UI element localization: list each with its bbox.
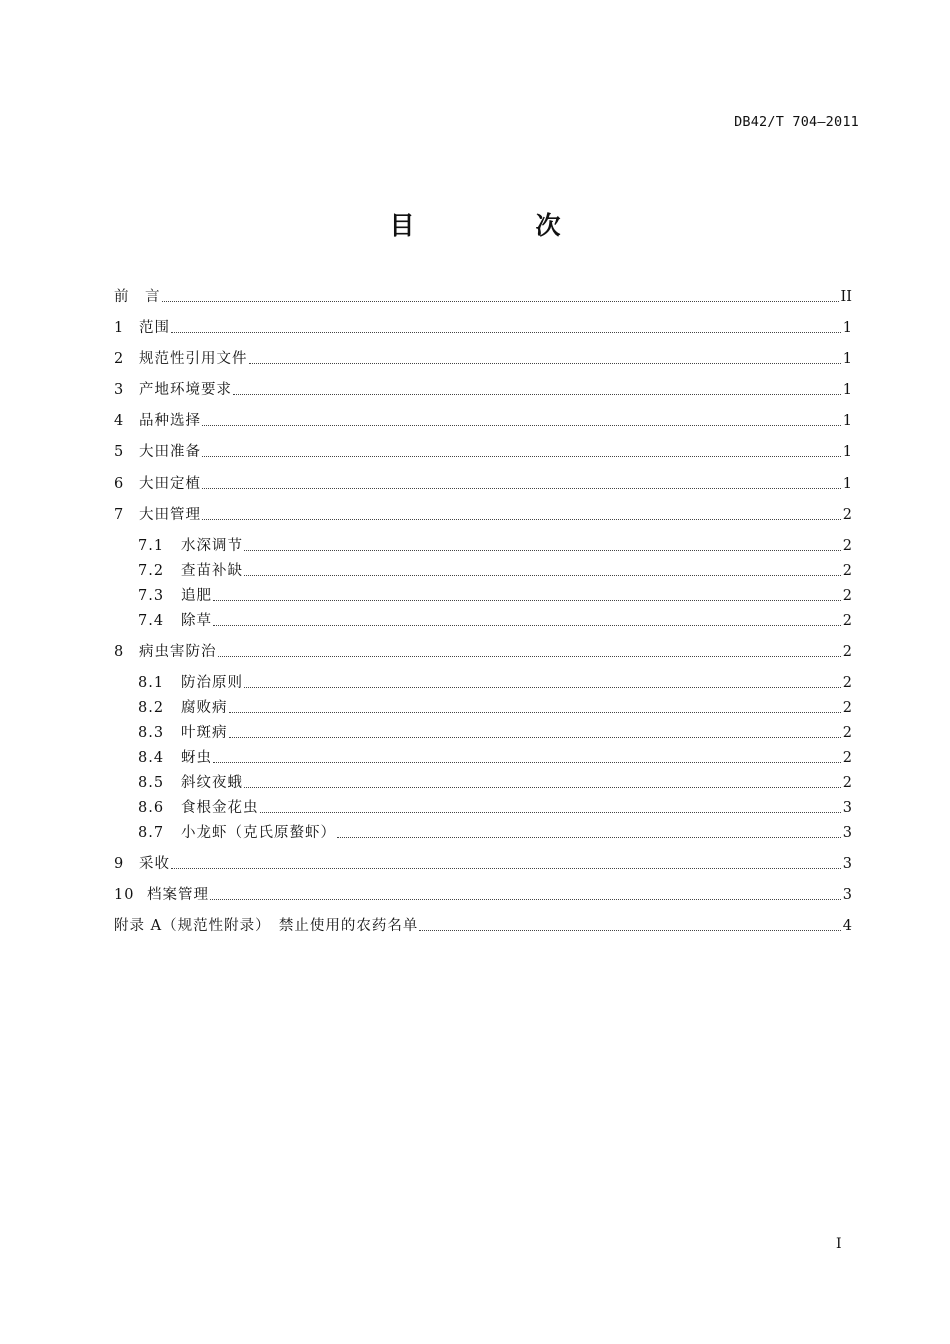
toc-entry-page: 2: [842, 588, 852, 604]
toc-entry[interactable]: [114, 673, 852, 693]
dot-leader: [202, 442, 841, 457]
toc-entry-page: 2: [842, 613, 852, 629]
toc-entry-label: 前 言: [114, 289, 161, 305]
toc-entry-page: 2: [842, 538, 852, 554]
toc-entry-page: 3: [842, 856, 852, 872]
dot-leader: [229, 723, 841, 738]
toc-entry-label: 腐败病: [181, 700, 228, 716]
dot-leader: [171, 854, 841, 869]
toc-entry-label: 档案管理: [147, 887, 209, 903]
toc-entry-page: 4: [842, 918, 852, 934]
toc-entry-label: 追肥: [181, 588, 212, 604]
toc-entry-label: 食根金花虫: [181, 800, 259, 816]
toc-entry-page: 1: [842, 476, 852, 492]
toc-entry-number: 7.3: [138, 588, 165, 604]
toc-entry-number: 8.1: [138, 675, 165, 691]
toc-entry-number: 8.3: [138, 725, 165, 741]
toc-entry[interactable]: [114, 798, 852, 818]
toc-entry-label: 附录 A（规范性附录） 禁止使用的农药名单: [114, 918, 419, 934]
toc-entry-label: 规范性引用文件: [139, 351, 248, 367]
toc-entry-label: 查苗补缺: [181, 563, 243, 579]
toc-entry-number: 8: [114, 644, 125, 660]
toc-entry[interactable]: [114, 474, 852, 494]
toc-entry-page: 2: [842, 563, 852, 579]
toc-entry[interactable]: [114, 442, 852, 462]
toc-entry-label: 小龙虾（克氏原螯虾）: [181, 825, 336, 841]
dot-leader: [244, 773, 841, 788]
toc-entry-label: 大田准备: [139, 444, 201, 460]
dot-leader: [218, 642, 841, 657]
toc-entry-page: 1: [842, 382, 852, 398]
page-title: 目 次: [389, 211, 609, 240]
toc-entry-label: 品种选择: [139, 413, 201, 429]
toc-entry[interactable]: [114, 505, 852, 525]
toc-entry-page: 2: [842, 725, 852, 741]
toc-entry-number: 8.7: [138, 825, 165, 841]
toc-entry-number: 8.5: [138, 775, 165, 791]
page-number: I: [836, 1236, 842, 1252]
toc-entry-label: 范围: [139, 320, 170, 336]
toc-entry[interactable]: [114, 823, 852, 843]
dot-leader: [244, 536, 841, 551]
toc-entry-label: 产地环境要求: [139, 382, 232, 398]
toc-entry[interactable]: [114, 536, 852, 556]
toc-entry-label: 病虫害防治: [139, 644, 217, 660]
toc-entry-page: 2: [842, 644, 852, 660]
toc-entry-page: 3: [842, 800, 852, 816]
toc-entry[interactable]: [114, 854, 852, 874]
toc-entry[interactable]: [114, 885, 852, 905]
toc-entry-page: 3: [842, 887, 852, 903]
toc-entry[interactable]: [114, 561, 852, 581]
toc-entry-label: 叶斑病: [181, 725, 228, 741]
toc-entry-page: 1: [842, 320, 852, 336]
toc-entry-number: 1: [114, 320, 125, 336]
toc-entry-number: 7: [114, 507, 125, 523]
toc-entry-number: 9: [114, 856, 125, 872]
toc-entry-number: 2: [114, 351, 125, 367]
toc-entry-number: 3: [114, 382, 125, 398]
toc-entry-page: 1: [842, 351, 852, 367]
dot-leader: [229, 698, 841, 713]
toc-entry[interactable]: [114, 318, 852, 338]
toc-entry[interactable]: [114, 411, 852, 431]
toc-entry-label: 斜纹夜蛾: [181, 775, 243, 791]
toc-entry-number: 8.6: [138, 800, 165, 816]
toc-entry-page: 2: [842, 700, 852, 716]
toc-entry-page: 2: [842, 675, 852, 691]
dot-leader: [249, 349, 841, 364]
dot-leader: [244, 561, 841, 576]
toc-entry[interactable]: [114, 611, 852, 631]
toc-entry-number: 10: [114, 887, 135, 903]
toc-entry-number: 7.4: [138, 613, 165, 629]
toc-entry[interactable]: [114, 748, 852, 768]
toc-entry[interactable]: [114, 287, 852, 307]
toc-entry[interactable]: [114, 916, 852, 936]
toc-entry[interactable]: [114, 773, 852, 793]
toc-entry-label: 采收: [139, 856, 170, 872]
dot-leader: [233, 380, 841, 395]
toc-entry-label: 除草: [181, 613, 212, 629]
toc-entry-number: 6: [114, 476, 125, 492]
toc-entry[interactable]: [114, 349, 852, 369]
toc-entry-number: 4: [114, 413, 125, 429]
dot-leader: [213, 611, 841, 626]
dot-leader: [213, 748, 841, 763]
dot-leader: [260, 798, 841, 813]
dot-leader: [162, 287, 839, 302]
dot-leader: [337, 823, 841, 838]
dot-leader: [171, 318, 841, 333]
toc-entry-page: 2: [842, 750, 852, 766]
toc-entry[interactable]: [114, 380, 852, 400]
toc-entry-label: 蚜虫: [181, 750, 212, 766]
dot-leader: [202, 411, 841, 426]
dot-leader: [202, 505, 841, 520]
toc-entry-label: 防治原则: [181, 675, 243, 691]
toc-entry-number: 5: [114, 444, 125, 460]
toc-entry[interactable]: [114, 642, 852, 662]
toc-entry-page: 1: [842, 444, 852, 460]
toc-entry-label: 大田管理: [139, 507, 201, 523]
toc-entry-page: II: [840, 289, 852, 305]
dot-leader: [210, 885, 841, 900]
toc-entry-label: 大田定植: [139, 476, 201, 492]
toc-entry-label: 水深调节: [181, 538, 243, 554]
toc-entry-page: 3: [842, 825, 852, 841]
dot-leader: [419, 916, 840, 931]
toc-entry-number: 8.2: [138, 700, 165, 716]
dot-leader: [244, 673, 841, 688]
toc-entry-number: 8.4: [138, 750, 165, 766]
toc-entry-page: 2: [842, 775, 852, 791]
toc-entry[interactable]: [114, 586, 852, 606]
document-code: DB42/T 704—2011: [734, 114, 859, 130]
toc-entry-page: 2: [842, 507, 852, 523]
toc-entry-page: 1: [842, 413, 852, 429]
toc-entry-number: 7.2: [138, 563, 165, 579]
toc-entry[interactable]: [114, 723, 852, 743]
toc-entry-number: 7.1: [138, 538, 165, 554]
dot-leader: [213, 586, 841, 601]
dot-leader: [202, 474, 841, 489]
toc-entry[interactable]: [114, 698, 852, 718]
